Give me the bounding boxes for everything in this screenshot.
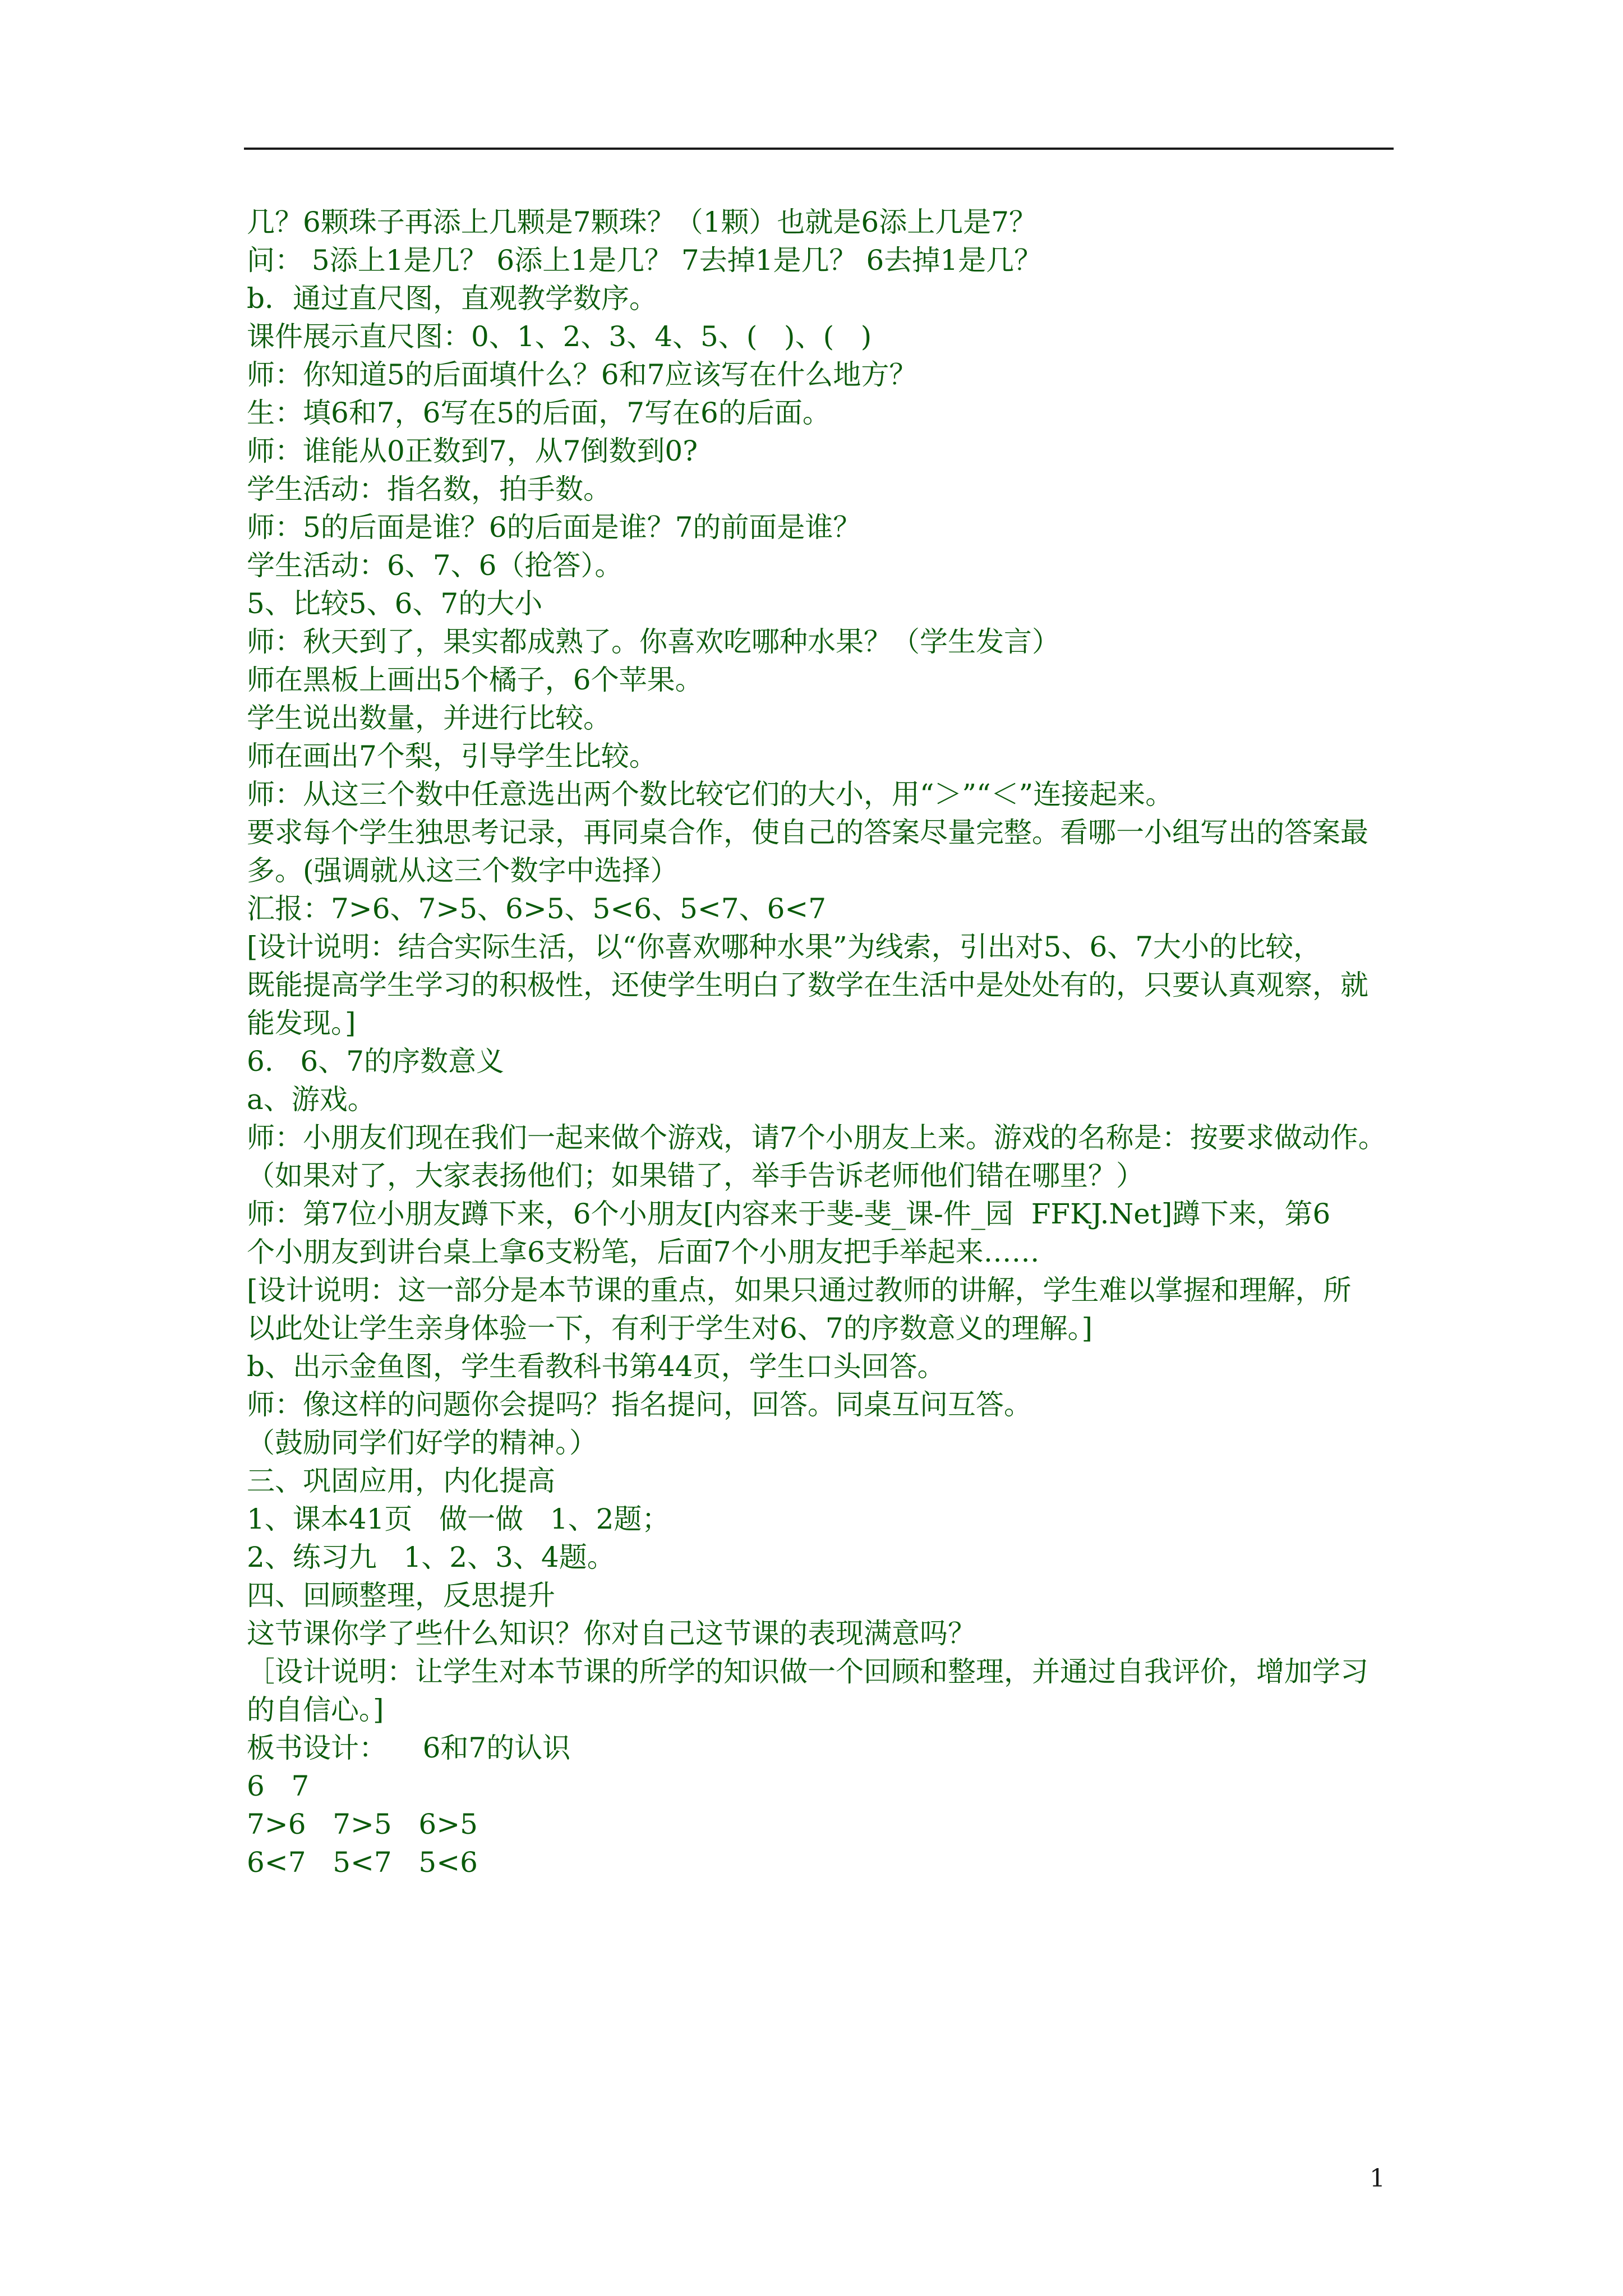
header-rule — [244, 148, 1394, 150]
text-line: 学生说出数量，并进行比较。 — [247, 702, 611, 734]
text-line: 师：5的后面是谁？6的后面是谁？7的前面是谁？ — [247, 511, 861, 544]
text-line: 既能提高学生学习的积极性，还使学生明白了数学在生活中是处处有的，只要认真观察，就 — [247, 969, 1368, 1001]
text-line: （鼓励同学们好学的精神。） — [247, 1427, 597, 1459]
text-line: [设计说明：结合实际生活，以“你喜欢哪种水果”为线索，引出对5、6、7大小的比较， — [247, 931, 1322, 963]
text-line: 师：像这样的问题你会提吗？指名提问，回答。同桌互问互答。 — [247, 1388, 1032, 1421]
text-line: 7>6 7>5 6>5 — [247, 1808, 478, 1841]
text-line: 学生活动：指名数，拍手数。 — [247, 473, 611, 505]
text-line: 师在黑板上画出5个橘子，6个苹果。 — [247, 664, 703, 696]
text-line: 这节课你学了些什么知识？你对自己这节课的表现满意吗？ — [247, 1617, 976, 1650]
text-line: 1、课本41页 做一做 1、2题； — [247, 1503, 670, 1535]
text-line: [设计说明：这一部分是本节课的重点，如果只通过教师的讲解，学生难以掌握和理解，所 — [247, 1274, 1352, 1306]
text-line: 师在画出7个梨，引导学生比较。 — [247, 740, 657, 772]
text-line: 师：从这三个数中任意选出两个数比较它们的大小，用“＞”“＜”连接起来。 — [247, 778, 1174, 811]
text-line: 四、回顾整理，反思提升 — [247, 1579, 555, 1612]
text-line: 多。(强调就从这三个数字中选择） — [247, 854, 679, 887]
text-line: 师：第7位小朋友蹲下来，6个小朋友[内容来于斐-斐_课-件_园 FFKJ.Net]蹲下来，第6 — [247, 1198, 1331, 1230]
page-number: 1 — [1370, 2164, 1385, 2193]
text-line: 6<7 5<7 5<6 — [247, 1846, 478, 1879]
document-body — [247, 203, 1396, 1881]
text-line: 问： 5添上1是几？ 6添上1是几？ 7去掉1是几？ 6去掉1是几？ — [247, 244, 1043, 277]
text-line: 2、练习九 1、2、3、4题。 — [247, 1541, 615, 1573]
text-line: 以此处让学生亲身体验一下，有利于学生对6、7的序数意义的理解。] — [247, 1312, 1093, 1345]
text-line: 生：填6和7，6写在5的后面，7写在6的后面。 — [247, 397, 831, 429]
text-line: 学生活动：6、7、6（抢答）。 — [247, 549, 623, 582]
text-line: 5、比较5、6、7的大小 — [247, 587, 543, 620]
text-line: 课件展示直尺图：0、1、2、3、4、5、( )、( ) — [247, 320, 872, 353]
text-line: 三、巩固应用，内化提高 — [247, 1465, 555, 1497]
text-line: 师：小朋友们现在我们一起来做个游戏，请7个小朋友上来。游戏的名称是：按要求做动作。 — [247, 1121, 1386, 1154]
text-line: b．通过直尺图，直观教学数序。 — [247, 282, 658, 315]
text-line: 师：谁能从0正数到7，从7倒数到0? — [247, 435, 698, 467]
text-line: 要求每个学生独思考记录，再同桌合作，使自己的答案尽量完整。看哪一小组写出的答案最 — [247, 816, 1368, 849]
text-line: 师：你知道5的后面填什么？6和7应该写在什么地方？ — [247, 358, 917, 391]
text-line: a、游戏。 — [247, 1083, 376, 1116]
text-line: 板书设计： 6和7的认识 — [247, 1732, 571, 1764]
text-line: 的自信心。] — [247, 1694, 384, 1726]
text-line: 能发现。] — [247, 1007, 356, 1039]
text-line: （如果对了，大家表扬他们；如果错了，举手告诉老师他们错在哪里？） — [247, 1159, 1144, 1192]
text-line: b、出示金鱼图，学生看教科书第44页，学生口头回答。 — [247, 1350, 946, 1383]
text-line: 个小朋友到讲台桌上拿6支粉笔，后面7个小朋友把手举起来…… — [247, 1236, 1040, 1268]
text-line: 几？6颗珠子再添上几颗是7颗珠？（1颗）也就是6添上几是7？ — [247, 206, 1038, 238]
text-line: 师：秋天到了，果实都成熟了。你喜欢吃哪种水果？（学生发言） — [247, 625, 1060, 658]
text-line: 6 7 — [247, 1770, 310, 1802]
text-line: 6. 6、7的序数意义 — [247, 1045, 505, 1078]
text-line: 汇报：7>6、7>5、6>5、5<6、5<7、6<7 — [247, 892, 827, 925]
text-line: ［设计说明：让学生对本节课的所学的知识做一个回顾和整理，并通过自我评价，增加学习 — [247, 1655, 1368, 1688]
